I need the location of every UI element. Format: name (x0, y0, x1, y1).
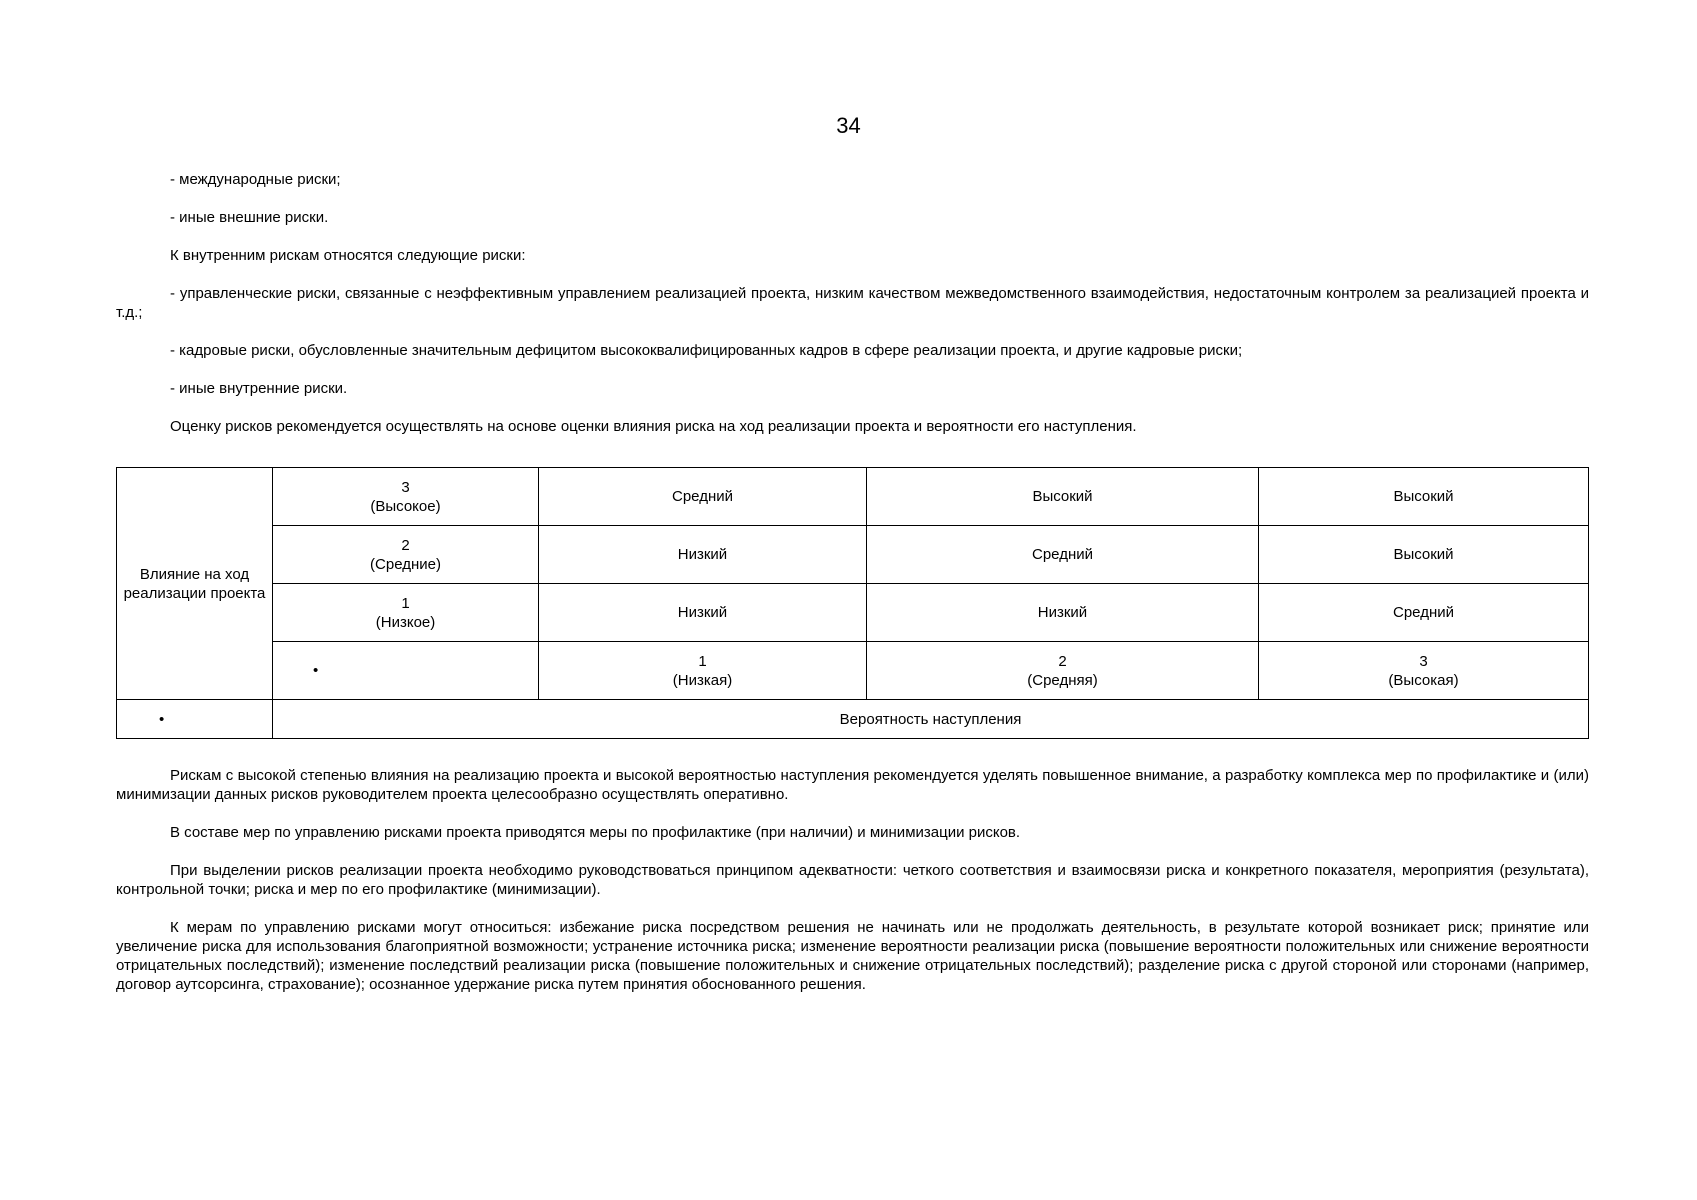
matrix-cell: Низкий (867, 584, 1259, 642)
risk-assessment-paragraph: Оценку рисков рекомендуется осуществлять на основе оценки влияния риска на ход реализации проекта и вероятности его наступления. (170, 418, 1137, 435)
probability-axis-label: Вероятность наступления (273, 700, 1589, 739)
probability-level-1: 1 (Низкая) (539, 642, 867, 700)
page-number: 34 (836, 113, 861, 138)
impact-level-3: 3 (Высокое) (273, 468, 539, 526)
risk-management-measures-paragraph: К мерам по управлению рисками могут относиться: избежание риска посредством решения не начинать или не продолжать деятельность, в результате которой возникает риск; принятие или увеличение риска для использования благоприятной возможности; устранение источника риска; изменение вероятности реализации риска (повышение вероятности положительных или снижение вероятности отрицательных последствий); изменение последствий реализации риска (повышение положительных и снижение отрицательных последствий); разделение риска с другой стороной или сторонами (например, договор аутсорсинга, страхование); осознанное удержание риска путем принятия обоснованного решения. (116, 919, 1589, 993)
matrix-cell: Средний (867, 526, 1259, 584)
high-risk-attention-paragraph: Рискам с высокой степенью влияния на реализацию проекта и высокой вероятностью наступления рекомендуется уделять повышенное внимание, а разработку комплекса мер по профилактике и (или) минимизации данных рисков руководителем проекта целесообразно осуществлять оперативно. (116, 767, 1589, 803)
list-item-management-risks: - управленческие риски, связанные с неэффективным управлением реализацией проекта, низким качеством межведомственного взаимодействия, недостаточным контролем за реализацией проекта и т.д.; (116, 285, 1589, 321)
list-item-other-external-risks: - иные внешние риски. (170, 209, 329, 226)
matrix-row-low (117, 584, 1589, 642)
risk-matrix-table (116, 467, 1589, 739)
matrix-row-high (117, 468, 1589, 526)
adequacy-principle-paragraph: При выделении рисков реализации проекта необходимо руководствоваться принципом адекватности: четкого соответствия и взаимосвязи риска и конкретного показателя, мероприятия (результата), контрольной точки; риска и мер по его профилактике (минимизации). (116, 862, 1589, 898)
matrix-cell: Средний (1259, 584, 1589, 642)
risk-measures-paragraph: В составе мер по управлению рисками проекта приводятся меры по профилактике (при наличии) и минимизации рисков. (170, 824, 1021, 841)
probability-level-3: 3 (Высокая) (1259, 642, 1589, 700)
probability-level-2: 2 (Средняя) (867, 642, 1259, 700)
bullet-mark: • (117, 700, 273, 739)
matrix-row-medium (117, 526, 1589, 584)
probability-axis-row (117, 700, 1589, 739)
matrix-cell: Средний (539, 468, 867, 526)
impact-axis-label: Влияние на ход реализации проекта (117, 468, 273, 700)
matrix-cell: Низкий (539, 526, 867, 584)
matrix-cell: Низкий (539, 584, 867, 642)
matrix-cell: Высокий (1259, 526, 1589, 584)
probability-levels-row (117, 642, 1589, 700)
impact-level-1: 1 (Низкое) (273, 584, 539, 642)
list-item-personnel-risks: - кадровые риски, обусловленные значительным дефицитом высококвалифицированных кадров в сфере реализации проекта, и другие кадровые риски; (170, 342, 1243, 359)
bullet-mark: • (273, 642, 539, 700)
impact-level-2: 2 (Средние) (273, 526, 539, 584)
internal-risks-intro: К внутренним рискам относятся следующие риски: (170, 247, 526, 264)
document-body (116, 170, 1589, 1013)
matrix-cell: Высокий (867, 468, 1259, 526)
list-item-international-risks: - международные риски; (170, 171, 341, 188)
matrix-cell: Высокий (1259, 468, 1589, 526)
list-item-other-internal-risks: - иные внутренние риски. (170, 380, 348, 397)
